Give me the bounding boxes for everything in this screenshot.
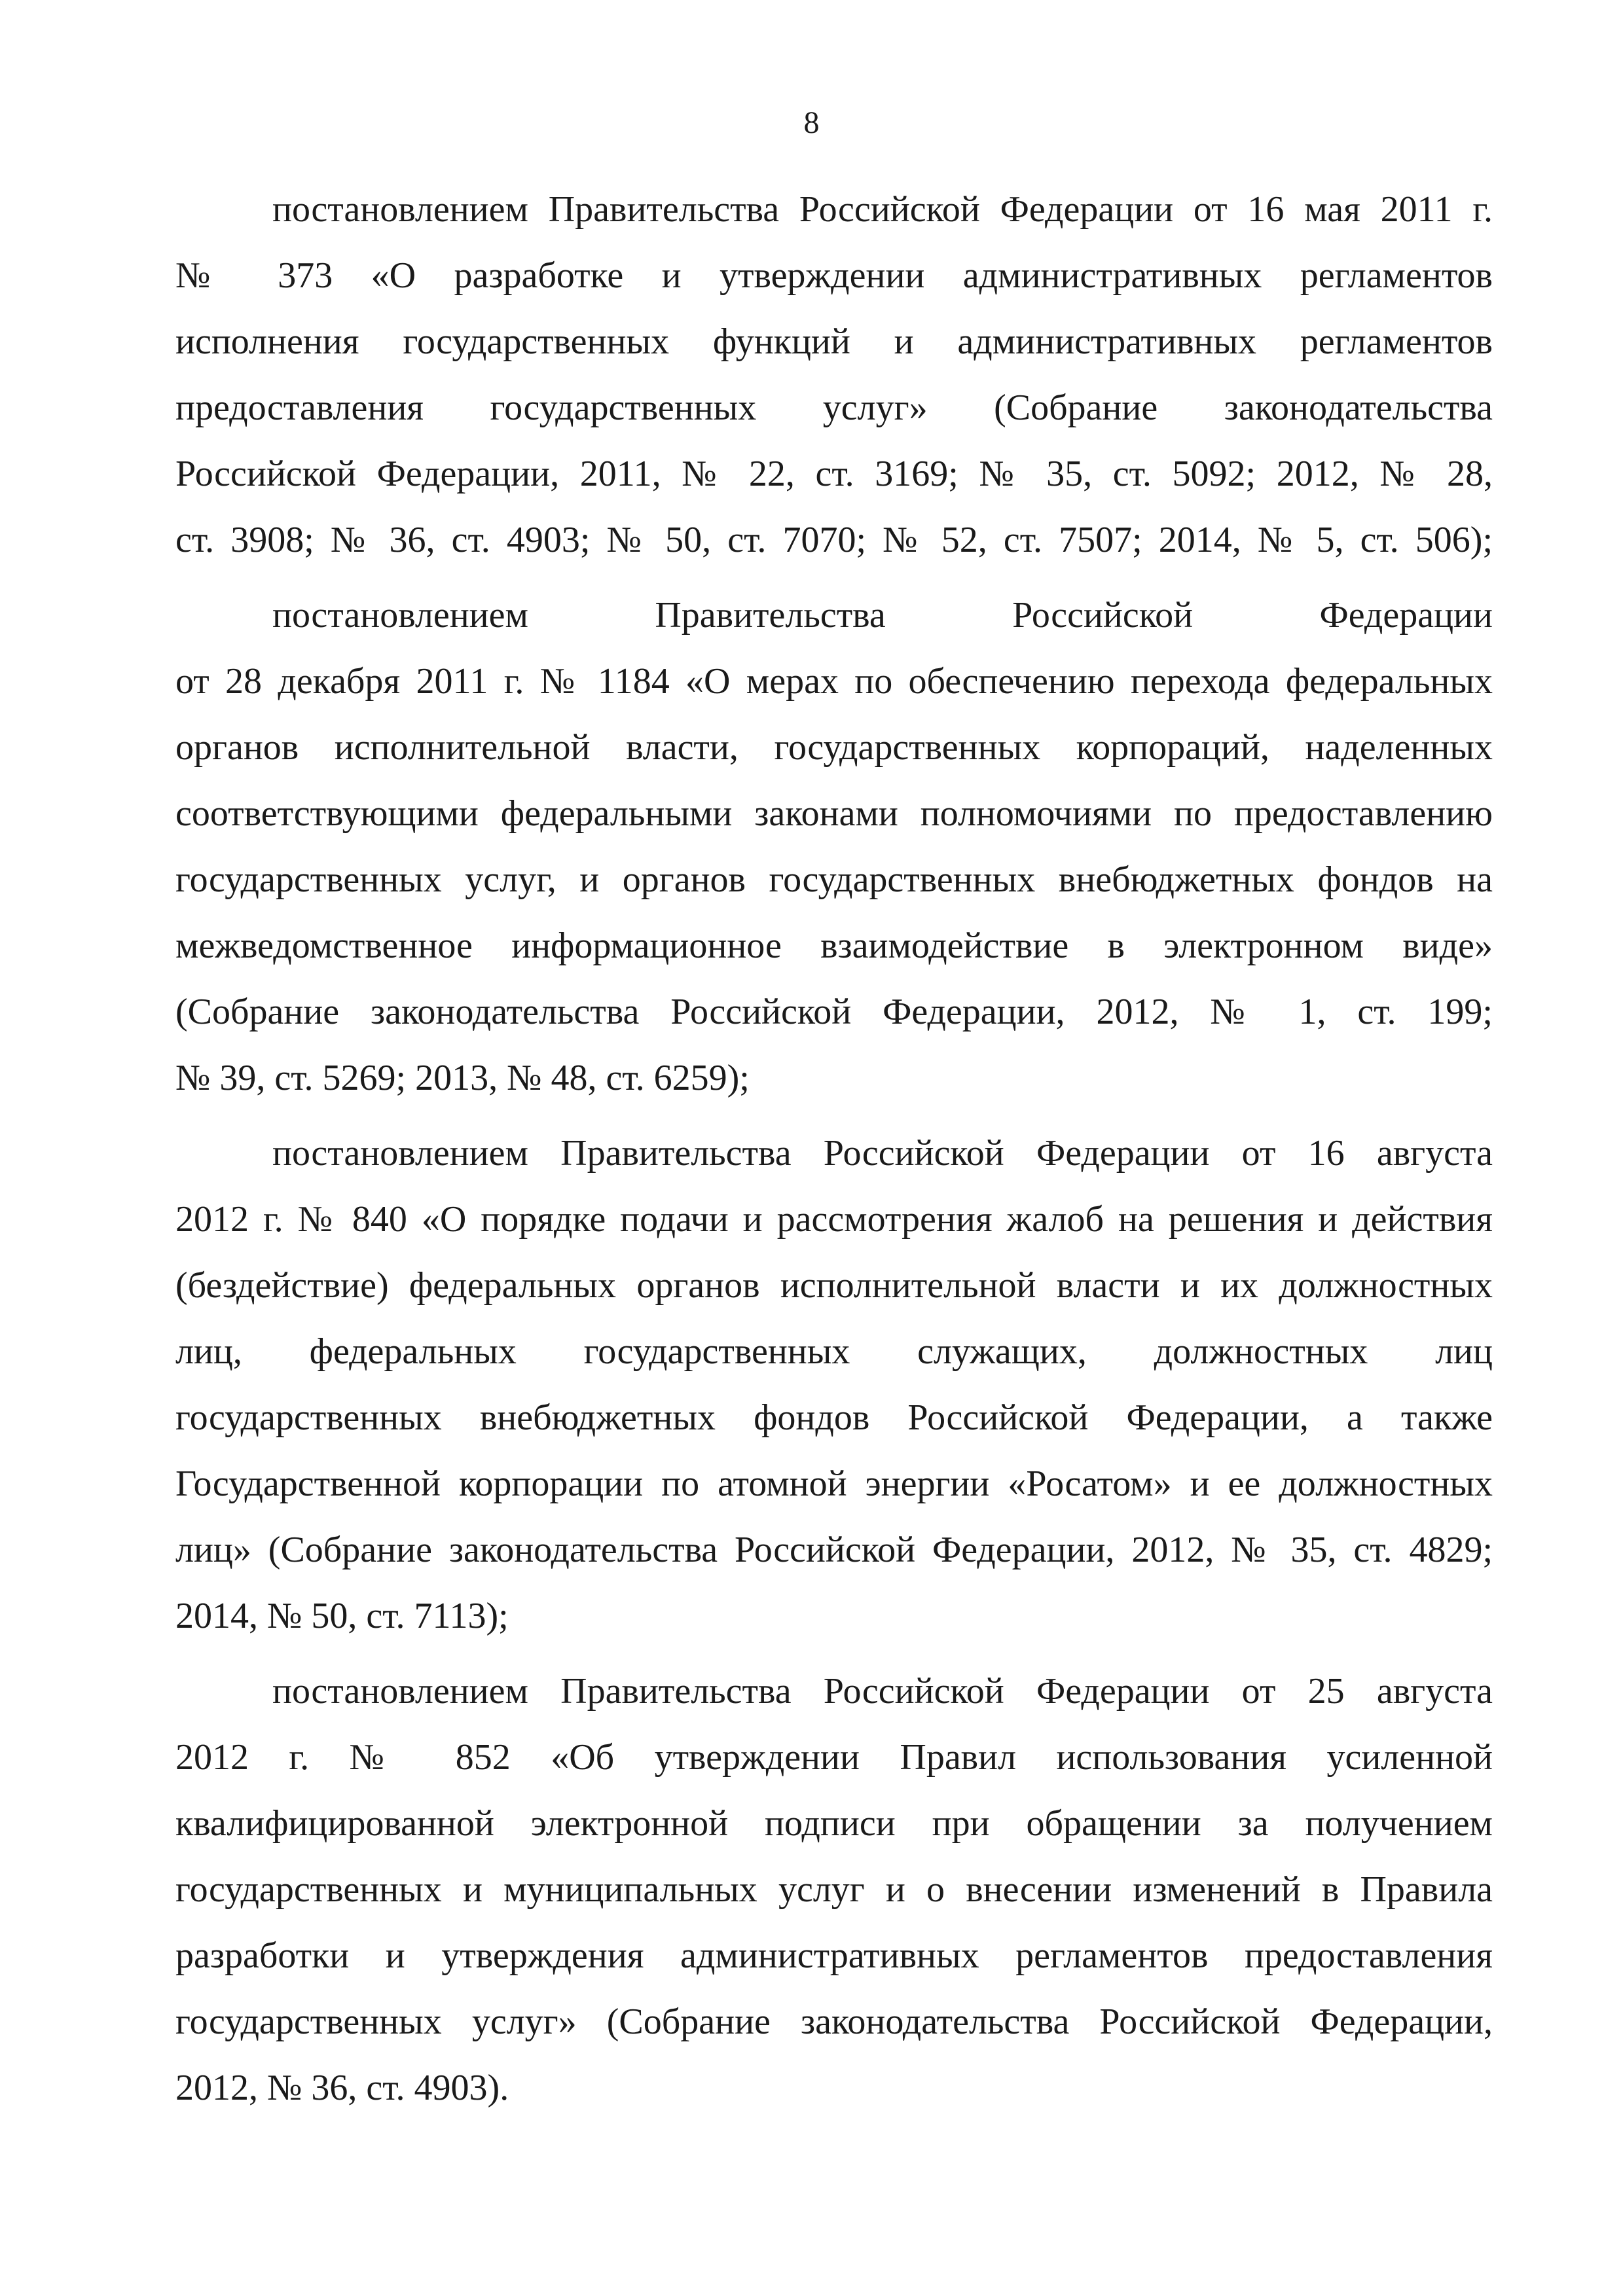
page-number: 8 xyxy=(803,105,820,140)
text-line: Государственной корпорации по атомной энергии «Росатом» и ее должностных xyxy=(175,1463,1493,1504)
text-line: государственных услуг, и органов государственных внебюджетных фондов на xyxy=(175,859,1493,900)
text-line: 2012, № 36, ст. 4903). xyxy=(175,2068,509,2108)
text-line: ст. 3908; № 36, ст. 4903; № 50, ст. 7070; № 52, ст. 7507; 2014, № 5, ст. 506); xyxy=(175,520,1493,560)
text-line: исполнения государственных функций и административных регламентов xyxy=(175,321,1493,362)
text-line: (бездействие) федеральных органов исполнительной власти и их должностных xyxy=(175,1265,1493,1306)
text-line: постановлением Правительства Российской Федерации от 16 мая 2011 г. xyxy=(272,189,1493,230)
text-line: органов исполнительной власти, государственных корпораций, наделенных xyxy=(175,727,1493,768)
text-line: постановлением Правительства Российской Федерации xyxy=(272,595,1493,636)
text-line: постановлением Правительства Российской Федерации от 16 августа xyxy=(272,1133,1493,1174)
text-line: государственных внебюджетных фондов Российской Федерации, а также xyxy=(175,1397,1493,1438)
text-line: № 373 «О разработке и утверждении административных регламентов xyxy=(175,255,1493,296)
text-line: соответствующими федеральными законами полномочиями по предоставлению xyxy=(175,793,1493,834)
text-line: 2012 г. № 852 «Об утверждении Правил использования усиленной xyxy=(175,1737,1493,1778)
text-line: постановлением Правительства Российской Федерации от 25 августа xyxy=(272,1671,1493,1712)
paragraph-1 xyxy=(175,177,1493,573)
text-line: Российской Федерации, 2011, № 22, ст. 3169; № 35, ст. 5092; 2012, № 28, xyxy=(175,454,1493,494)
document-body xyxy=(175,177,1493,2121)
text-line: 2012 г. № 840 «О порядке подачи и рассмотрения жалоб на решения и действия xyxy=(175,1199,1493,1240)
text-line: межведомственное информационное взаимодействие в электронном виде» xyxy=(175,925,1493,966)
text-line: № 39, ст. 5269; 2013, № 48, ст. 6259); xyxy=(175,1058,750,1098)
text-line: лиц, федеральных государственных служащих, должностных лиц xyxy=(175,1331,1493,1372)
text-line: государственных и муниципальных услуг и о внесении изменений в Правила xyxy=(175,1869,1493,1910)
paragraph-3 xyxy=(175,1121,1493,1649)
text-line: лиц» (Собрание законодательства Российской Федерации, 2012, № 35, ст. 4829; xyxy=(175,1530,1493,1570)
text-line: государственных услуг» (Собрание законодательства Российской Федерации, xyxy=(175,2001,1493,2042)
text-line: от 28 декабря 2011 г. № 1184 «О мерах по обеспечению перехода федеральных xyxy=(175,661,1493,702)
paragraph-2 xyxy=(175,583,1493,1111)
text-line: (Собрание законодательства Российской Федерации, 2012, № 1, ст. 199; xyxy=(175,992,1493,1032)
text-line: разработки и утверждения административных регламентов предоставления xyxy=(175,1935,1493,1976)
text-line: предоставления государственных услуг» (Собрание законодательства xyxy=(175,387,1493,428)
text-line: 2014, № 50, ст. 7113); xyxy=(175,1596,509,1636)
text-line: квалифицированной электронной подписи при обращении за получением xyxy=(175,1803,1493,1844)
paragraph-4 xyxy=(175,1659,1493,2121)
